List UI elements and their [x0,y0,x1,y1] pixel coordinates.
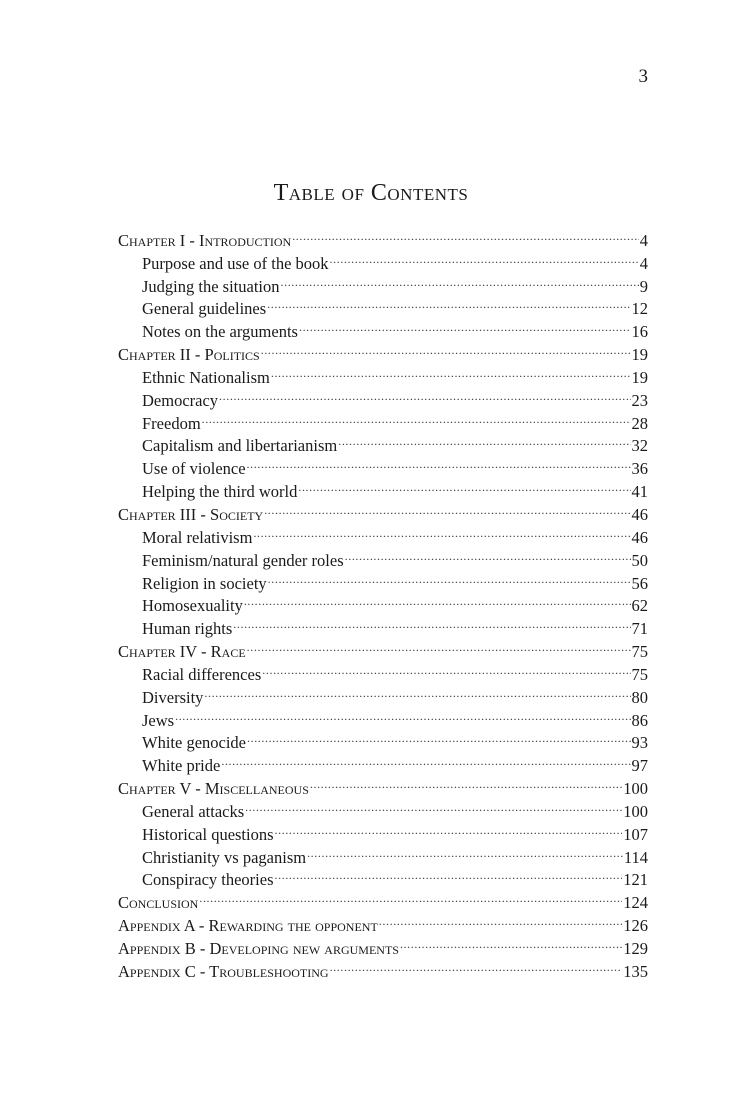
toc-entry-label: General guidelines [142,299,267,319]
dot-leader [245,794,622,817]
toc-chapter-entry[interactable] [118,223,648,250]
dot-leader [275,863,623,886]
toc-entry-page-number: 129 [623,939,648,958]
toc-entry-label: Christianity vs paganism [142,847,307,867]
toc-entry-page-number: 107 [623,824,648,844]
toc-entry-label: Moral relativism [142,527,253,547]
toc-entry-page-number: 75 [631,642,648,662]
dot-leader [233,611,630,634]
dot-leader [281,269,639,292]
toc-entry-label: Appendix A - Rewarding the opponent [118,916,378,936]
dot-leader [299,314,631,337]
toc-entry-label: Chapter III - Society [118,504,264,524]
toc-entry-page-number: 86 [631,710,648,730]
toc-entry-label: Historical questions [142,824,274,844]
dot-leader [345,543,631,566]
toc-entry-page-number: 46 [631,504,648,524]
toc-entry-page-number: 32 [631,436,648,456]
toc-entry-page-number: 12 [631,299,648,319]
dot-leader [338,429,630,452]
toc-entry-label: Helping the third world [142,482,298,502]
toc-entry-page-number: 4 [639,253,648,273]
toc-entry-label: Feminism/natural gender roles [142,550,344,570]
toc-entry-label: Conspiracy theories [142,870,274,890]
toc-entry-page-number: 100 [623,779,648,799]
dot-leader [244,589,631,612]
toc-entry-label: Notes on the arguments [142,322,298,342]
toc-entry-page-number: 9 [639,276,648,296]
toc-entry-page-number: 135 [623,961,648,981]
toc-entry-label: Capitalism and libertarianism [142,436,338,456]
toc-entry-label: Human rights [142,619,233,639]
toc-entry-page-number: 56 [631,573,648,593]
toc-entry-page-number: 80 [631,687,648,707]
toc-entry-label: White pride [142,756,221,776]
toc-entry-page-number: 97 [631,756,648,776]
toc-entry-label: Chapter I - Introduction [118,230,292,250]
dot-leader [204,680,630,703]
dot-leader [400,931,622,954]
dot-leader [379,908,622,931]
toc-entry-page-number: 16 [631,322,648,342]
dot-leader [275,817,623,840]
toc-entry-page-number: 62 [631,596,648,616]
toc-entry-page-number: 126 [623,916,648,936]
toc-entry-label: Judging the situation [142,276,280,296]
dot-leader [264,497,630,520]
toc-entry-label: Religion in society [142,573,267,593]
toc-entry-page-number: 124 [623,893,648,913]
toc-entry-page-number: 41 [631,482,648,502]
dot-leader [247,634,631,657]
toc-entry-page-number: 46 [631,527,648,547]
toc-entry-label: Chapter IV - Race [118,642,246,662]
toc-entry-page-number: 50 [631,550,648,570]
toc-title: Table of Contents [273,180,469,206]
toc-entry-label: White genocide [142,733,246,753]
toc-entry-label: Diversity [142,687,204,707]
dot-leader [268,566,631,589]
dot-leader [175,703,630,726]
toc-entry-page-number: 114 [623,847,648,867]
toc-entry-page-number: 23 [631,390,648,410]
dot-leader [247,451,631,474]
dot-leader [262,657,630,680]
toc-entry-label: Appendix B - Developing new arguments [118,939,399,958]
dot-leader [261,337,631,360]
toc-entry-label: General attacks [142,801,245,821]
toc-entry-label: Freedom [142,413,201,433]
dot-leader [298,474,630,497]
toc-entry-page-number: 28 [631,413,648,433]
toc-entry-label: Use of violence [142,459,246,479]
dot-leader [199,885,622,908]
dot-leader [253,520,630,543]
page-number: 3 [638,66,648,87]
toc-entry-label: Homosexuality [142,596,243,616]
toc-entry-page-number: 19 [631,345,648,365]
toc-entry-page-number: 36 [631,459,648,479]
toc-entry-page-number: 121 [623,870,648,890]
table-of-contents [118,223,648,981]
dot-leader [330,246,639,269]
toc-entry-page-number: 93 [631,733,648,753]
toc-entry-page-number: 4 [639,230,648,250]
dot-leader [202,406,631,429]
toc-entry-page-number: 100 [623,801,648,821]
toc-entry-label: Racial differences [142,664,262,684]
toc-entry-label: Chapter II - Politics [118,345,260,365]
toc-entry-page-number: 71 [631,619,648,639]
toc-entry-label: Appendix C - Troubleshooting [118,961,329,981]
toc-entry-label: Jews [142,710,175,730]
toc-entry-label: Democracy [142,390,219,410]
dot-leader [247,726,631,749]
toc-entry-label: Conclusion [118,893,199,913]
toc-entry-label: Purpose and use of the book [142,253,329,273]
toc-entry-page-number: 19 [631,367,648,387]
toc-entry-page-number: 75 [631,664,648,684]
dot-leader [221,748,630,771]
toc-section-entry[interactable] [118,726,648,753]
dot-leader [307,840,623,863]
toc-section-entry[interactable] [118,703,648,730]
toc-entry-label: Chapter V - Miscellaneous [118,779,309,799]
dot-leader [330,954,623,977]
dot-leader [310,771,622,794]
dot-leader [219,383,630,406]
dot-leader [292,223,639,246]
dot-leader [267,292,630,315]
dot-leader [271,360,631,383]
toc-entry-label: Ethnic Nationalism [142,367,270,387]
